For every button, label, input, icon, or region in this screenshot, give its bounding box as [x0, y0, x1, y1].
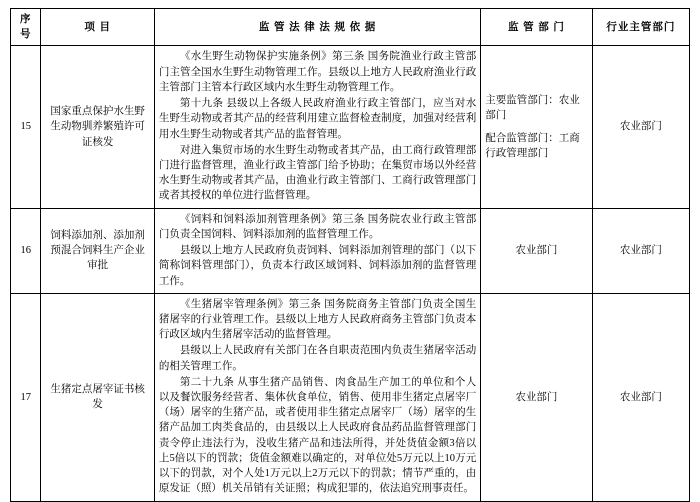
legal-basis-paragraph: 县级以上地方人民政府负责饲料、饲料添加剂管理的部门（以下简称饲料管理部门），负责本行政区域饲料、饲料添加剂的监督管理工作。 [158, 245, 477, 287]
column-header-item: 项 目 [41, 9, 155, 46]
spacer [485, 123, 587, 131]
row-item-name: 生猪定点屠宰证书核发 [41, 293, 155, 501]
legal-basis-paragraph: 《饲料和饲料添加剂管理条例》第三条 国务院农业行政主管部门负责全国饲料、饲料添加剂的监督管理工作。 [158, 213, 477, 240]
row-industry-department: 农业部门 [592, 293, 689, 501]
column-header-industry-department: 行业主管部门 [592, 9, 689, 46]
row-supervising-department [481, 46, 592, 208]
supporting-supervising-department: 配合监管部门：工商行政管理部门 [485, 133, 580, 160]
table-row [11, 46, 690, 208]
row-number: 16 [11, 208, 41, 293]
legal-basis-paragraph: 《生猪屠宰管理条例》第三条 国务院商务主管部门负责全国生猪屠宰的行业管理工作。县级以上地方人民政府商务主管部门负责本行政区域内生猪屠宰活动的监督管理。 [158, 298, 477, 341]
column-header-no: 序 号 [11, 9, 41, 46]
column-header-supervising-department: 监 管 部 门 [481, 9, 592, 46]
table-header [11, 9, 690, 46]
regulation-table [10, 8, 690, 502]
table-body [11, 46, 690, 501]
legal-basis-paragraph: 第十九条 县级以上各级人民政府渔业行政主管部门，应当对水生野生动物或者其产品的经营利用建立监督检查制度，加强对经营利用水生野生动物或者其产品的监督管理。 [158, 98, 477, 140]
column-header-legal-basis: 监 管 法 律 法 规 依 据 [154, 9, 480, 46]
row-item-name: 国家重点保护水生野生动物驯养繁殖许可证核发 [41, 46, 155, 208]
row-legal-basis [154, 293, 480, 501]
row-industry-department: 农业部门 [592, 46, 689, 208]
legal-basis-paragraph: 《水生野生动物保护实施条例》第三条 国务院渔业行政主管部门主管全国水生野生动物管理工作。县级以上地方人民政府渔业行政主管部门主管本行政区域内水生野生动物管理工作。 [158, 51, 477, 93]
table-header-row [11, 9, 690, 46]
row-supervising-department: 农业部门 [481, 208, 592, 293]
row-supervising-department: 农业部门 [481, 293, 592, 501]
legal-basis-paragraph: 县级以上人民政府有关部门在各自职责范围内负责生猪屠宰活动的相关管理工作。 [158, 345, 477, 372]
row-legal-basis [154, 208, 480, 293]
row-item-name: 饲料添加剂、添加剂预混合饲料生产企业审批 [41, 208, 155, 293]
legal-basis-paragraph: 第二十九条 从事生猪产品销售、肉食品生产加工的单位和个人以及餐饮服务经营者、集体伙食单位，销售、使用非生猪定点屠宰厂（场）屠宰的生猪产品，或者使用非生猪定点屠宰厂（场）屠宰的生猪产品加工肉类食品的，由县级以上人民政府食品药品监督管理部门责令停止违法行为，没收生猪产品和违法所得，并处货值金额3倍以上5倍以下的罚款；货值金额难以确定的，对单位处5万元以上10万元以下的罚款，对个人处1万元以上2万元以下的罚款；情节严重的，由原发证（照）机关吊销有关证照；构成犯罪的，依法追究刑事责任。 [158, 376, 477, 495]
legal-basis-paragraph: 对进入集贸市场的水生野生动物或者其产品，由工商行政管理部门进行监督管理，渔业行政主管部门给予协助；在集贸市场以外经营水生野生动物或者其产品，由渔业行政主管部门、工商行政管理部门或者其授权的单位进行监督管理。 [158, 144, 477, 202]
row-industry-department: 农业部门 [592, 208, 689, 293]
table-row [11, 208, 690, 293]
row-number: 15 [11, 46, 41, 208]
row-number: 17 [11, 293, 41, 501]
table-row [11, 293, 690, 501]
row-legal-basis [154, 46, 480, 208]
primary-supervising-department: 主要监管部门：农业部门 [485, 94, 580, 121]
